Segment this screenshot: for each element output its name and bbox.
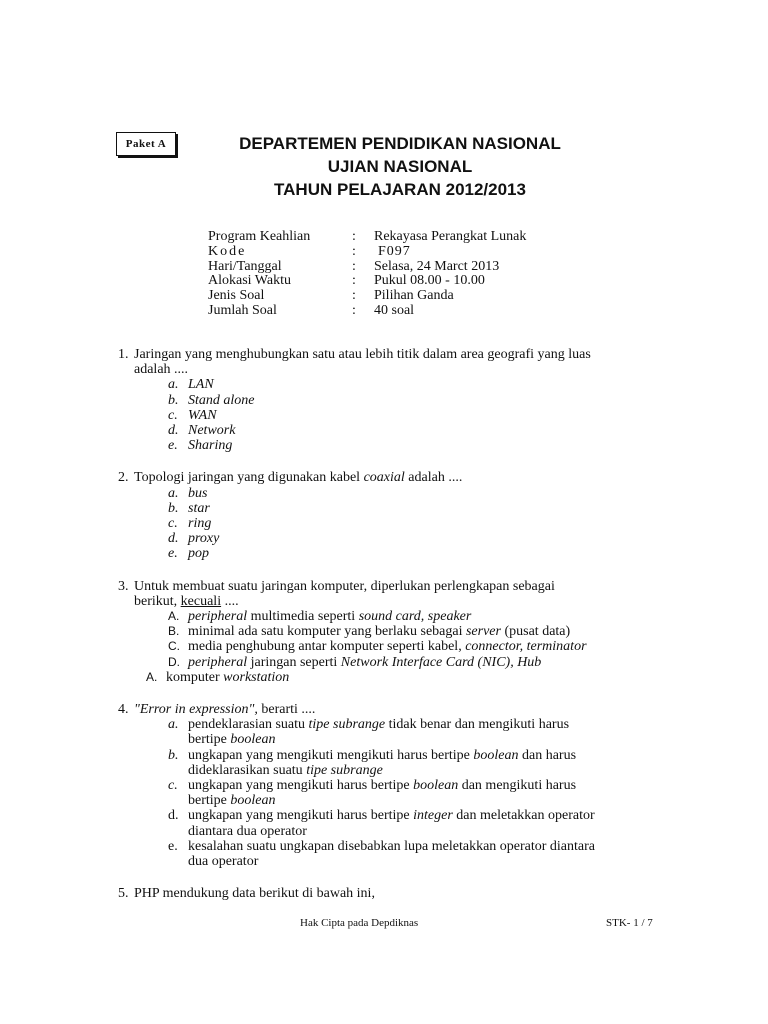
question-number: 3. (118, 578, 129, 594)
document-heading (200, 132, 600, 201)
option-text: peripheral jaringan seperti Network Interface Card (NIC), Hub (188, 654, 542, 670)
info-value: Rekayasa Perangkat Lunak (374, 229, 527, 244)
option-e[interactable] (168, 438, 598, 453)
question-3 (118, 579, 598, 685)
option-letter: e. (168, 546, 178, 562)
info-value: 40 soal (374, 302, 415, 318)
question-number: 1. (118, 347, 129, 362)
option-a[interactable] (168, 377, 598, 392)
option-text: WAN (188, 407, 217, 423)
option-letter: a. (168, 377, 179, 393)
option-text: kesalahan suatu ungkapan disebabkan lupa meletakkan operator diantara dua operator (188, 838, 596, 870)
info-row-waktu (208, 274, 526, 289)
option-text: media penghubung antar komputer seperti kabel, connector, terminator (188, 639, 587, 655)
option-text: Sharing (188, 438, 233, 454)
option-c[interactable] (168, 639, 598, 654)
option-letter: C. (168, 639, 180, 654)
question-text: Jaringan yang menghubungkan satu atau lebih titik dalam area geografi yang luas adalah .... (134, 347, 591, 378)
option-text: proxy (188, 531, 220, 547)
option-letter: c. (168, 516, 178, 532)
info-label: Jenis Soal (208, 288, 265, 304)
option-d[interactable] (168, 423, 598, 438)
option-text: Network (188, 423, 236, 439)
option-letter: e. (168, 838, 178, 854)
option-letter: d. (168, 531, 179, 547)
option-text: ring (188, 516, 212, 532)
option-text: ungkapan yang mengikuti mengikuti harus bertipe boolean dan harus dideklarasikan suatu tipe subrange (188, 747, 577, 778)
option-c[interactable] (168, 408, 598, 423)
question-number: 5. (118, 886, 129, 902)
option-letter: c. (168, 407, 178, 423)
option-letter: B. (168, 624, 180, 639)
question-text: Untuk membuat suatu jaringan komputer, diperlukan perlengkapan sebagai berikut, kecuali .... (134, 578, 555, 609)
option-a[interactable] (168, 486, 598, 501)
question-number: 2. (118, 470, 129, 486)
option-text: ungkapan yang mengikuti harus bertipe boolean dan mengikuti harus bertipe boolean (188, 778, 577, 809)
heading-line-1: DEPARTEMEN PENDIDIKAN NASIONAL (239, 134, 561, 153)
question-5 (118, 886, 598, 901)
info-row-program (208, 230, 526, 245)
info-colon: : (352, 288, 356, 304)
info-colon: : (352, 273, 356, 289)
question-text: PHP mendukung data berikut di bawah ini, (134, 886, 375, 902)
option-text: ungkapan yang mengikuti harus bertipe integer dan meletakkan operator diantara dua operator (188, 808, 595, 839)
info-label: Hari/Tanggal (208, 258, 282, 274)
option-a[interactable] (168, 609, 598, 624)
option-b[interactable] (168, 748, 598, 778)
heading-line-3: TAHUN PELAJARAN 2012/2013 (274, 180, 526, 199)
option-d[interactable] (168, 531, 598, 546)
option-text: minimal ada satu komputer yang berlaku sebagai server (pusat data) (188, 624, 571, 640)
option-letter: D. (168, 654, 180, 669)
option-letter: b. (168, 747, 179, 763)
option-b[interactable] (168, 501, 598, 516)
info-row-tanggal (208, 260, 526, 275)
option-e[interactable] (168, 839, 598, 869)
option-text: Stand alone (188, 392, 255, 408)
option-text: pendeklarasian suatu tipe subrange tidak benar dan mengikuti harus bertipe boolean (188, 717, 570, 748)
option-letter: a. (168, 485, 179, 501)
option-letter: A. (168, 609, 180, 624)
option-letter: b. (168, 392, 179, 408)
heading-line-2: UJIAN NASIONAL (327, 157, 473, 176)
option-text: pop (188, 546, 209, 562)
option-e[interactable] (168, 546, 598, 561)
option-b[interactable] (168, 393, 598, 408)
option-letter: d. (168, 808, 179, 824)
info-row-kode (208, 245, 526, 260)
option-c[interactable] (168, 778, 598, 808)
paket-label: Paket A (116, 132, 176, 156)
option-text: komputer workstation (166, 669, 290, 685)
info-colon: : (352, 258, 356, 274)
option-a[interactable] (168, 717, 598, 747)
exam-info (208, 230, 526, 319)
info-label: Alokasi Waktu (208, 273, 291, 289)
info-label: Jumlah Soal (208, 302, 277, 318)
option-letter: b. (168, 500, 179, 516)
option-d[interactable] (168, 808, 598, 838)
option-text: peripheral multimedia seperti sound card, speaker (188, 609, 472, 625)
question-number: 4. (118, 702, 129, 718)
question-text: "Error in expression", berarti .... (134, 702, 316, 718)
option-c[interactable] (168, 516, 598, 531)
info-colon: : (352, 302, 356, 318)
info-value: Pilihan Ganda (374, 288, 454, 304)
option-letter: e. (168, 438, 178, 454)
info-colon: : (352, 243, 356, 259)
info-row-jumlah (208, 304, 526, 319)
option-letter: c. (168, 778, 178, 794)
option-d[interactable] (168, 655, 598, 670)
option-letter: A. (146, 669, 158, 684)
option-text: LAN (188, 377, 214, 393)
question-text: Topologi jaringan yang digunakan kabel coaxial adalah .... (134, 470, 463, 486)
info-value: F097 (378, 243, 411, 259)
footer-page-number: STK- 1 / 7 (606, 917, 653, 929)
option-b[interactable] (168, 624, 598, 639)
info-value: Pukul 08.00 - 10.00 (374, 273, 485, 289)
info-colon: : (352, 229, 356, 244)
option-text: star (188, 500, 210, 516)
question-2 (118, 470, 598, 561)
info-label: Kode (208, 243, 247, 259)
option-letter: a. (168, 717, 179, 733)
info-label: Program Keahlian (208, 229, 311, 244)
question-1 (118, 347, 598, 453)
info-row-jenis (208, 289, 526, 304)
footer-copyright: Hak Cipta pada Depdiknas (300, 917, 419, 929)
question-list (118, 347, 598, 902)
option-letter: d. (168, 423, 179, 439)
info-value: Selasa, 24 Marct 2013 (374, 258, 500, 274)
option-e[interactable] (146, 670, 598, 685)
question-4 (118, 702, 598, 869)
option-text: bus (188, 485, 208, 501)
